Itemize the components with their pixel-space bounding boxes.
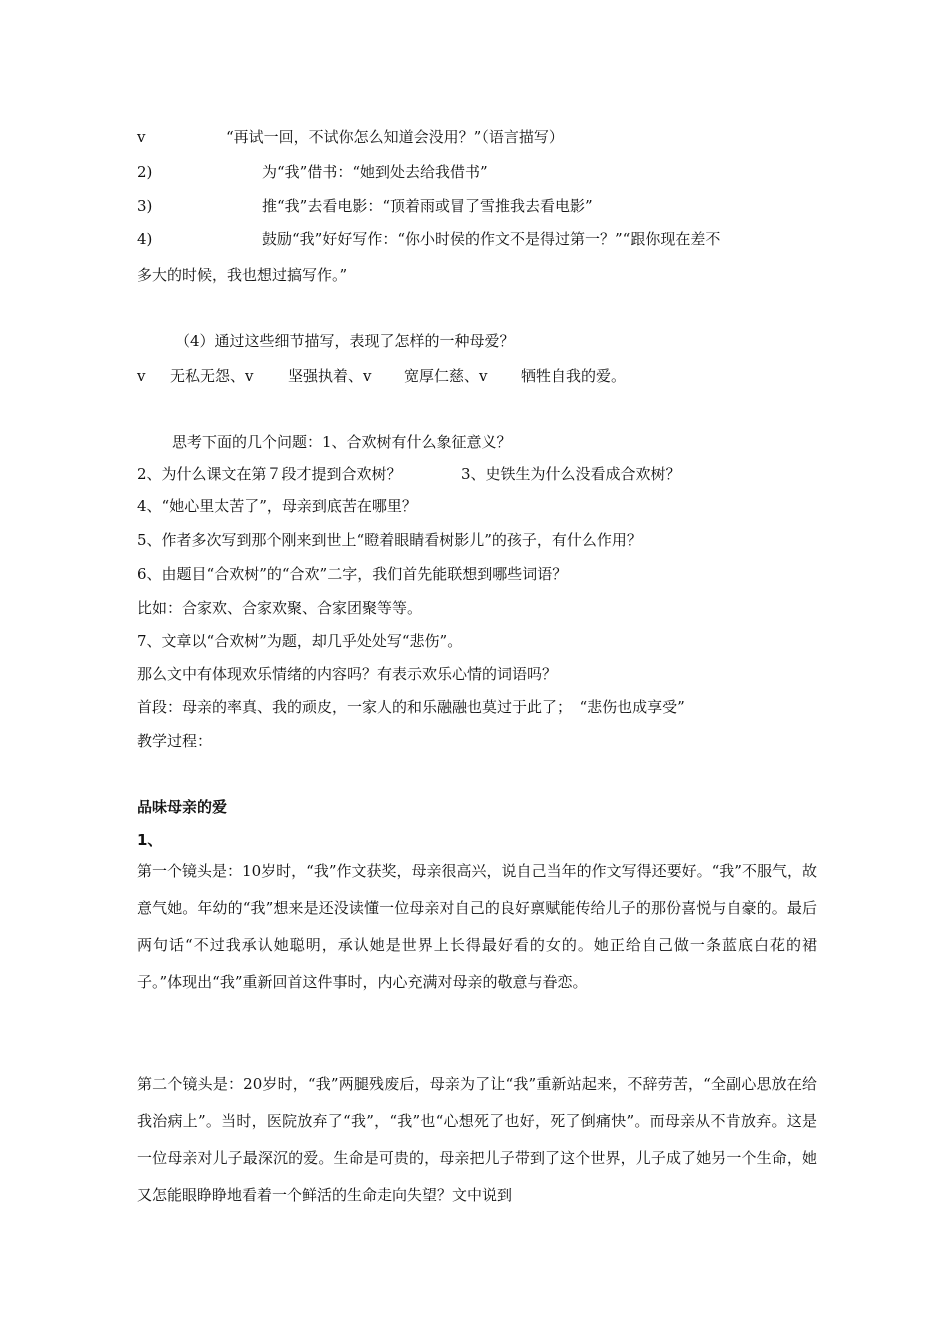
list-item-text: “再试一回，不试你怎么知道会没用？”（语言描写） — [226, 128, 564, 146]
list-item-2-text: 为“我”借书：“她到处去给我借书” — [262, 163, 488, 181]
question-2: 2、为什么课文在第７段才提到合欢树？ — [137, 465, 402, 483]
question-7: 7、文章以“合欢树”为题，却几乎处处写“悲伤”。 — [137, 632, 463, 650]
list-marker-3: 3) — [137, 197, 153, 215]
answer-2: 坚强执着、v — [288, 367, 372, 385]
question-4-item: 4、“她心里太苦了”，母亲到底苦在哪里？ — [137, 497, 417, 515]
list-marker-4: 4) — [137, 230, 153, 248]
list-marker-2: 2) — [137, 163, 153, 181]
section-heading: 品味母亲的爱 — [137, 798, 228, 816]
first-paragraph-note: 首段：母亲的率真、我的顽皮，一家人的和乐融融也莫过于此了； “悲伤也成享受” — [137, 698, 685, 716]
question-3: 3、史铁生为什么没看成合欢树？ — [461, 465, 681, 483]
list-item-v — [137, 127, 145, 147]
question-4: （4）通过这些细节描写，表现了怎样的一种母爱？ — [175, 332, 515, 350]
teaching-process: 教学过程： — [137, 732, 213, 750]
list-item-4-continuation: 多大的时候，我也想过搞写作。” — [137, 266, 348, 284]
question-7-followup: 那么文中有体现欢乐情绪的内容吗？有表示欢乐心情的词语吗？ — [137, 665, 558, 683]
list-item-4-text: 鼓励“我”好好写作：“你小时侯的作文不是得过第一？”“跟你现在差不 — [262, 230, 721, 248]
question-5: 5、作者多次写到那个刚来到世上“瞪着眼睛看树影儿”的孩子，有什么作用？ — [137, 531, 642, 549]
list-marker: v — [137, 128, 146, 146]
answer-1: 无私无怨、v — [170, 367, 254, 385]
questions-intro: 思考下面的几个问题：1、合欢树有什么象征意义？ — [172, 433, 512, 451]
answer-3: 宽厚仁慈、v — [404, 367, 488, 385]
section-number: 1、 — [137, 831, 163, 849]
paragraph-1: 第一个镜头是：10岁时，“我”作文获奖，母亲很高兴，说自己当年的作文写得还要好。“我”不服气，故意气她。年幼的“我”想来是还没读懂一位母亲对自己的良好禀赋能传给儿子的那份喜悦与自豪的。最后两句话“不过我承认她聪明，承认她是世界上长得最好看的女的。她正给自己做一条蓝底白花的裙子。”体现出“我”重新回首这件事时，内心充满对母亲的敬意与眷恋。 — [137, 862, 817, 991]
example-line: 比如：合家欢、合家欢聚、合家团聚等等。 — [137, 599, 423, 617]
paragraph-2: 第二个镜头是：20岁时，“我”两腿残废后，母亲为了让“我”重新站起来，不辞劳苦，“全副心思放在给我治病上”。当时，医院放弃了“我”，“我”也“心想死了也好，死了倒痛快”。而母亲从不肯放弃。这是一位母亲对儿子最深沉的爱。生命是可贵的，母亲把儿子带到了这个世界，儿子成了她另一个生命，她又怎能眼睁睁地看着一个鲜活的生命走向失望？文中说到 — [137, 1075, 817, 1204]
list-item-3-text: 推“我”去看电影：“顶着雨或冒了雪推我去看电影” — [262, 197, 593, 215]
question-6: 6、由题目“合欢树”的“合欢”二字，我们首先能联想到哪些词语？ — [137, 565, 568, 583]
answer-marker: v — [137, 367, 146, 385]
answer-4: 牺牲自我的爱。 — [521, 367, 627, 385]
